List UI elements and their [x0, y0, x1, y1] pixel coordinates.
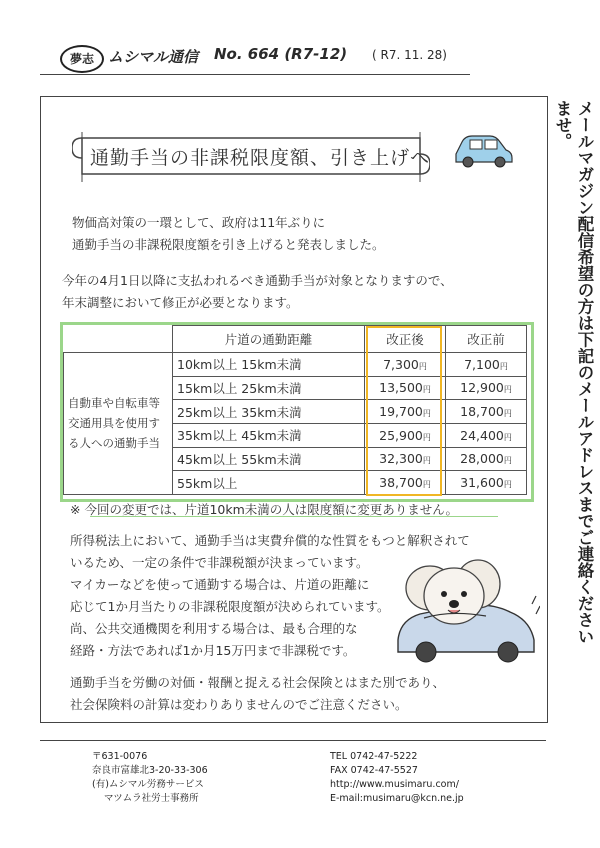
row-before: 7,100円 — [446, 352, 527, 376]
row-after: 25,900円 — [365, 423, 446, 447]
table-row — [64, 352, 527, 376]
newsletter-name: ムシマル通信 — [108, 48, 199, 66]
tax-line-3: マイカーなどを使って通勤する場合は、片道の距離に — [70, 577, 370, 592]
footnote-underline — [90, 516, 498, 517]
address: 奈良市富雄北3-20-33-306 — [92, 765, 208, 776]
tel: TEL 0742-47-5222 — [330, 751, 418, 762]
social-line-2: 社会保険料の計算は変わりありませんのでご注意ください。 — [70, 697, 408, 712]
intro-line-2: 通勤手当の非課税限度額を引き上げると発表しました。 — [72, 237, 385, 252]
tax-line-1: 所得税法上において、通勤手当は実費弁償的な性質をもつと解釈されて — [70, 533, 470, 548]
row-distance: 55km以上 — [173, 471, 365, 495]
intro-line-1: 物価高対策の一環として、政府は11年ぶりに — [72, 215, 326, 230]
after-column-highlight — [366, 326, 442, 496]
company-name: (有)ムシマル労務サービス — [92, 779, 204, 790]
social-line-1: 通勤手当を労働の対価・報酬と捉える社会保険とはまた別であり、 — [70, 675, 446, 690]
note-line-1: 今年の4月1日以降に支払われるべき通勤手当が対象となりますので、 — [62, 273, 453, 288]
header-after: 改正後 — [365, 326, 446, 353]
row-distance: 15km以上 25km未満 — [173, 376, 365, 400]
postal-code: 〒631-0076 — [92, 751, 148, 762]
allowance-table — [63, 325, 527, 495]
note-paragraph — [62, 270, 532, 314]
footer-divider — [40, 740, 546, 741]
row-after: 13,500円 — [365, 376, 446, 400]
row-after: 7,300円 — [365, 352, 446, 376]
row-before: 24,400円 — [446, 423, 527, 447]
row-after: 19,700円 — [365, 400, 446, 424]
header-before: 改正前 — [446, 326, 527, 353]
issue-number: No. 664 (R7-12) — [214, 45, 348, 63]
row-distance: 10km以上 15km未満 — [173, 352, 365, 376]
intro-paragraph — [72, 212, 492, 256]
fax: FAX 0742-47-5527 — [330, 765, 418, 776]
row-before: 18,700円 — [446, 400, 527, 424]
header-distance: 片道の通勤距離 — [173, 326, 365, 353]
row-distance: 45km以上 55km未満 — [173, 447, 365, 471]
side-note: メールマガジン配信希望の方は下記のメールアドレスまでご連絡くださいませ。 — [553, 100, 594, 645]
dog-car-illustration — [390, 548, 540, 666]
footer-address-block — [92, 750, 208, 806]
row-distance: 25km以上 35km未満 — [173, 400, 365, 424]
row-after: 38,700円 — [365, 471, 446, 495]
row-before: 31,600円 — [446, 471, 527, 495]
office-name: マツムラ社労士事務所 — [104, 793, 199, 804]
header-divider — [40, 74, 470, 75]
tax-line-6: 経路・方法であれば1か月15万円まで非課税です。 — [70, 643, 356, 658]
page-title: 通勤手当の非課税限度額、引き上げへ — [90, 147, 431, 169]
tax-line-5: 尚、公共交通機関を利用する場合は、最も合理的な — [70, 621, 358, 636]
row-after: 32,300円 — [365, 447, 446, 471]
email-link[interactable]: E-mail:musimaru@kcn.ne.jp — [330, 793, 464, 804]
car-icon — [452, 128, 514, 170]
tax-line-4: 応じて1か月当たりの非課税限度額が決められています。 — [70, 599, 390, 614]
empty-header-cell — [64, 326, 173, 353]
target-label: 自動車や自転車等交通用具を使用する人への通勤手当 — [64, 352, 173, 494]
tax-line-2: いるため、一定の条件で非課税額が決まっています。 — [70, 555, 369, 570]
footer-contact-block — [330, 750, 464, 806]
website-link[interactable]: http://www.musimaru.com/ — [330, 779, 459, 790]
row-distance: 35km以上 45km未満 — [173, 423, 365, 447]
footnote: ※ 今回の変更では、片道10km未満の人は限度額に変更ありません。 — [70, 502, 459, 517]
table-header-row — [64, 326, 527, 353]
row-before: 12,900円 — [446, 376, 527, 400]
row-before: 28,000円 — [446, 447, 527, 471]
logo-mark: 夢志 — [60, 45, 104, 73]
note-line-2: 年末調整において修正が必要となります。 — [62, 295, 299, 310]
social-insurance-note — [70, 672, 530, 716]
issue-date: ( R7. 11. 28) — [372, 48, 447, 62]
